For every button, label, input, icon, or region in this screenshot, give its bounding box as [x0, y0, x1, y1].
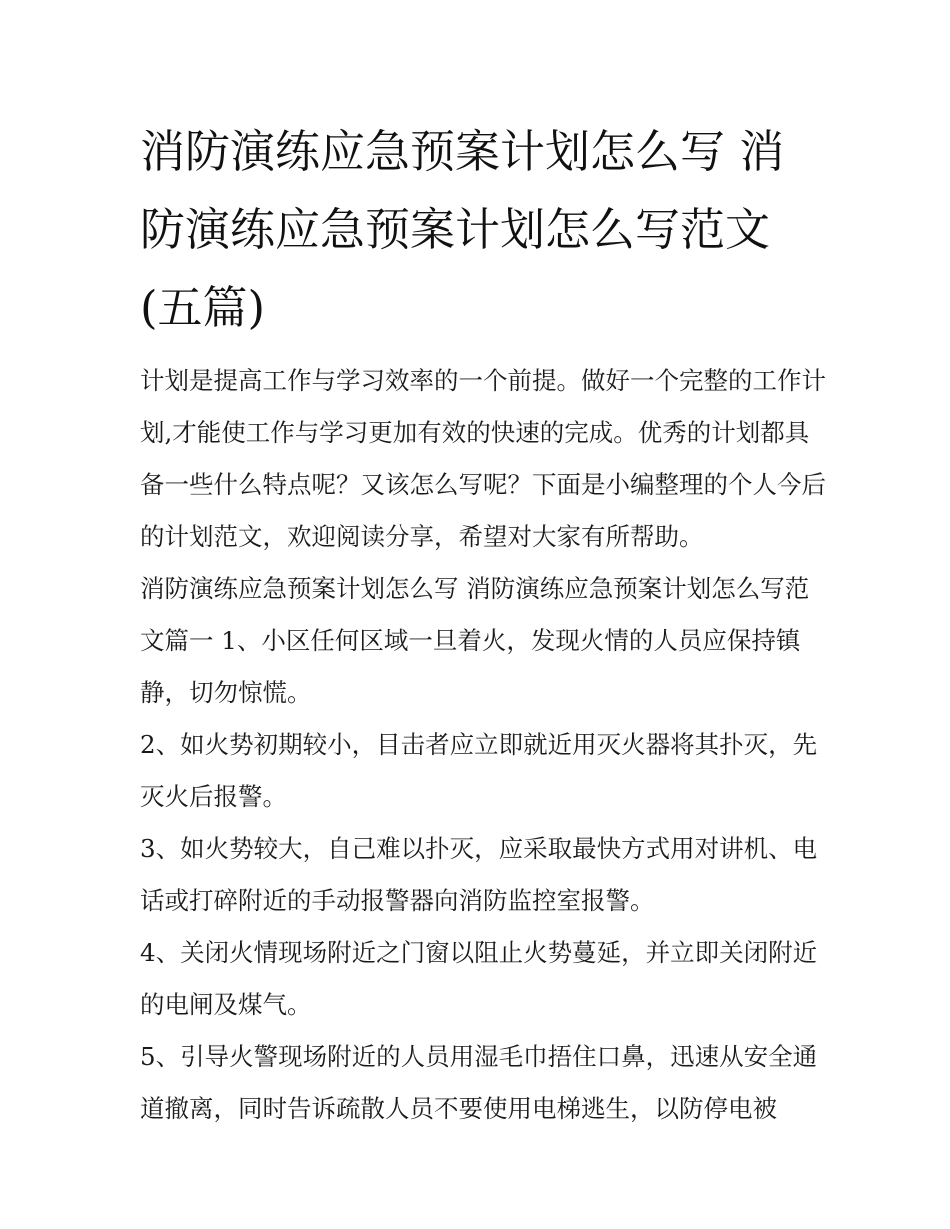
step-4-paragraph: 4、关闭火情现场附近之门窗以阻止火势蔓延，并立即关闭附近的电闸及煤气。	[140, 938, 818, 1019]
document-body	[140, 355, 830, 1135]
step-2-paragraph: 2、如火势初期较小，目击者应立即就近用灭火器将其扑灭，先灭火后报警。	[140, 730, 818, 811]
section-heading-paragraph: 消防演练应急预案计划怎么写 消防演练应急预案计划怎么写范文篇一 1、小区任何区域一旦着火，发现火情的人员应保持镇静，切勿惊慌。	[140, 574, 810, 707]
document-title: 消防演练应急预案计划怎么写 消防演练应急预案计划怎么写范文(五篇)	[140, 125, 785, 334]
step-3-paragraph: 3、如火势较大，自己难以扑灭，应采取最快方式用对讲机、电话或打碎附近的手动报警器向消防监控室报警。	[140, 834, 818, 915]
intro-paragraph: 计划是提高工作与学习效率的一个前提。做好一个完整的工作计划,才能使工作与学习更加有效的快速的完成。优秀的计划都具备一些什么特点呢？又该怎么写呢？下面是小编整理的个人今后的计划范文，欢迎阅读分享，希望对大家有所帮助。	[140, 366, 826, 551]
step-5-paragraph: 5、引导火警现场附近的人员用湿毛巾捂住口鼻，迅速从安全通道撤离，同时告诉疏散人员不要使用电梯逃生，以防停电被	[140, 1042, 818, 1123]
